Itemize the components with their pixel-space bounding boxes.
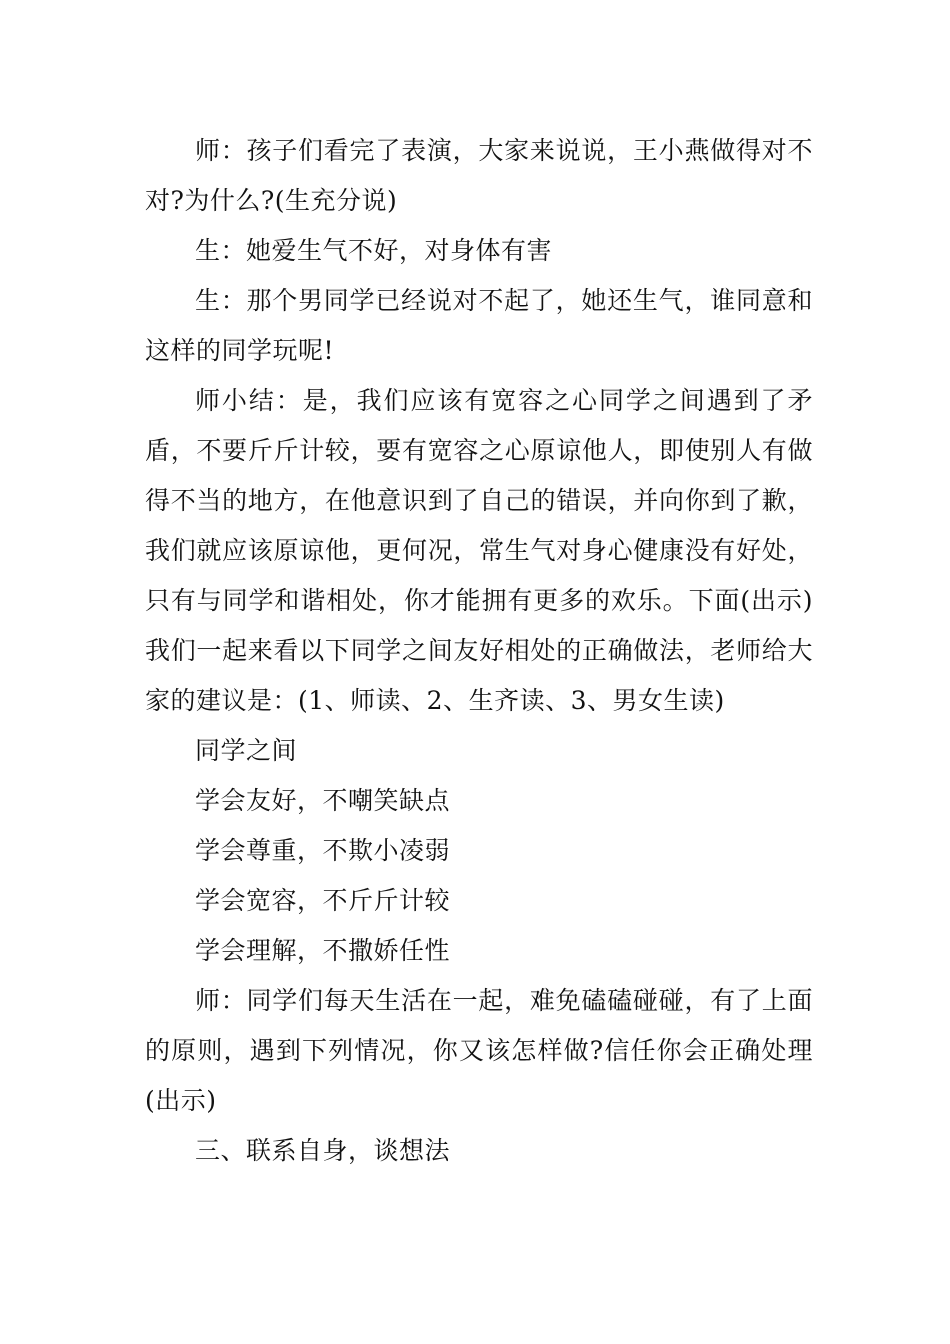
paragraph-heading-between-classmates: 同学之间 (195, 736, 298, 765)
paragraph-student-answer-2: 生：那个男同学已经说对不起了，她还生气，谁同意和这样的同学玩呢! (145, 286, 813, 365)
paragraph-teacher-summary: 师小结：是，我们应该有宽容之心同学之间遇到了矛盾，不要斤斤计较，要有宽容之心原谅他人，即使别人有做得不当的地方，在他意识到了自己的错误，并向你到了歉，我们就应该原谅他，更何况，常生气对身心健康没有好处，只有与同学和谐相处，你才能拥有更多的欢乐。下面(出示)我们一起来看以下同学之间友好相处的正确做法，老师给大家的建议是：(1、师读、2、生齐读、3、男女生读) (145, 386, 813, 715)
paragraph-rule-tolerance: 学会宽容，不斤斤计较 (195, 886, 451, 915)
paragraph-rule-respect: 学会尊重，不欺小凌弱 (195, 836, 451, 865)
paragraph-teacher-question: 师：孩子们看完了表演，大家来说说，王小燕做得对不对?为什么?(生充分说) (145, 136, 813, 215)
paragraph-rule-understanding: 学会理解，不撒娇任性 (195, 936, 451, 965)
paragraph-rule-friendly: 学会友好，不嘲笑缺点 (195, 786, 451, 815)
paragraph-section-three: 三、联系自身，谈想法 (195, 1136, 451, 1165)
paragraph-teacher-situations: 师：同学们每天生活在一起，难免磕磕碰碰，有了上面的原则，遇到下列情况，你又该怎样做?信任你会正确处理(出示) (145, 986, 813, 1115)
document-body (145, 126, 813, 1176)
paragraph-student-answer-1: 生：她爱生气不好，对身体有害 (195, 236, 553, 265)
